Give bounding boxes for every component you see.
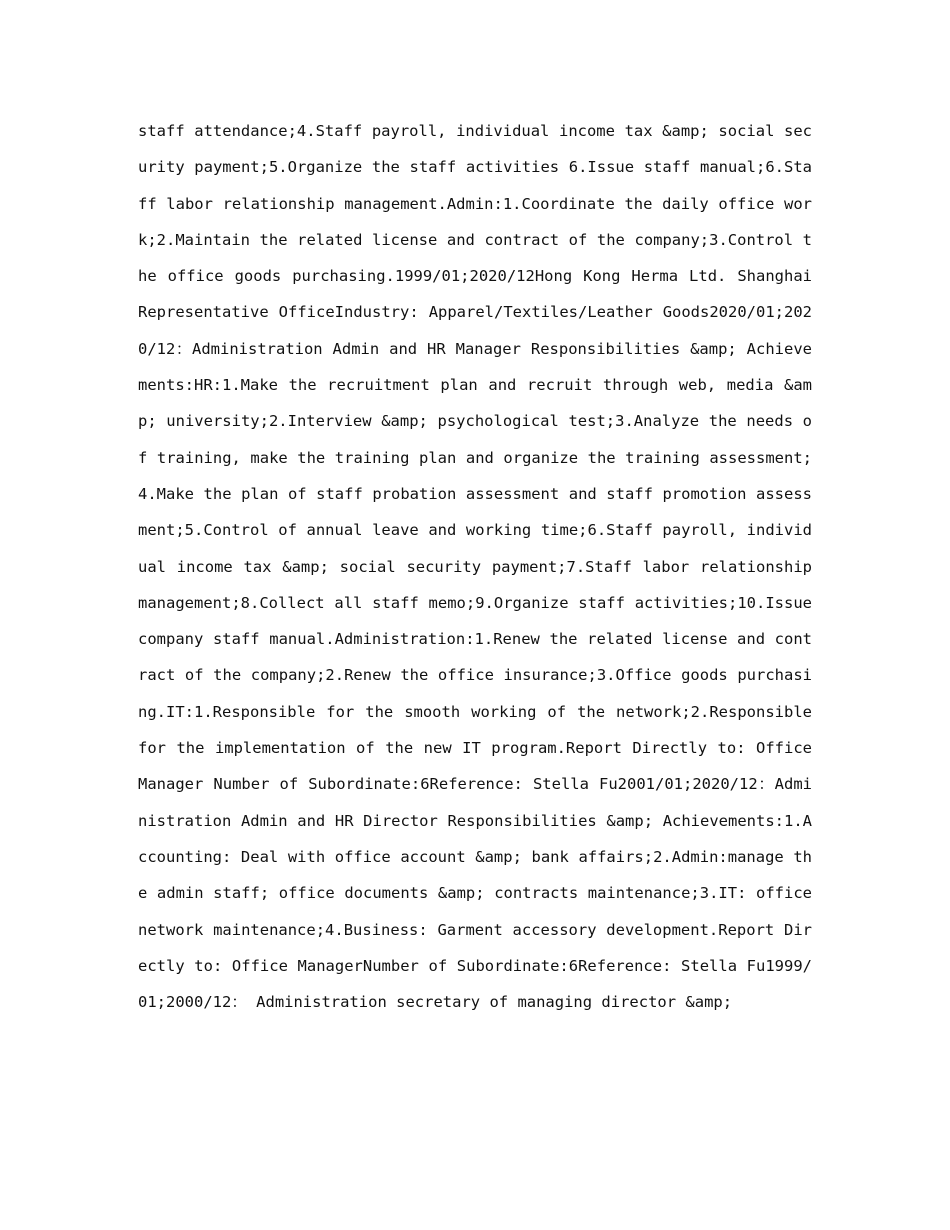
resume-body-text: staff attendance;4.Staff payroll, individual income tax &amp; social security payment;5.Organize the staff activities 6.Issue staff manual;6.Staff labor relationship management.Admin:1.Coordinate the daily office work;2.Maintain the related license and contract of the company;3.Control the office goods purchasing.1999/01;2020/12Hong Kong Herma Ltd. Shanghai Representative OfficeIndustry: Apparel/Textiles/Leather Goods2020/01;2020/12：Administration Admin and HR Manager Responsibilities &amp; Achievements:HR:1.Make the recruitment plan and recruit through web, media &amp; university;2.Interview &amp; psychological test;3.Analyze the needs of training, make the training plan and organize the training assessment;4.Make the plan of staff probation assessment and staff promotion assessment;5.Control of annual leave and working time;6.Staff payroll, individual income tax &amp; social security payment;7.Staff labor relationship management;8.Collect all staff memo;9.Organize staff activities;10.Issue company staff manual.Administration:1.Renew the related license and contract of the company;2.Renew the office insurance;3.Office goods purchasing.IT:1.Responsible for the smooth working of the network;2.Responsible for the implementation of the new IT program.Report Directly to: Office Manager Number of Subordinate:6Reference: Stella Fu2001/01;2020/12：Administration Admin and HR Director Responsibilities &amp; Achievements:1.Accounting: Deal with office account &amp; bank affairs;2.Admin:manage the admin staff; office documents &amp; contracts maintenance;3.IT: office network maintenance;4.Business: Garment accessory development.Report Directly to: Office ManagerNumber of Subordinate:6Reference: Stella Fu1999/01;2000/12： Administration secretary of managing director &amp;	[138, 122, 812, 1012]
